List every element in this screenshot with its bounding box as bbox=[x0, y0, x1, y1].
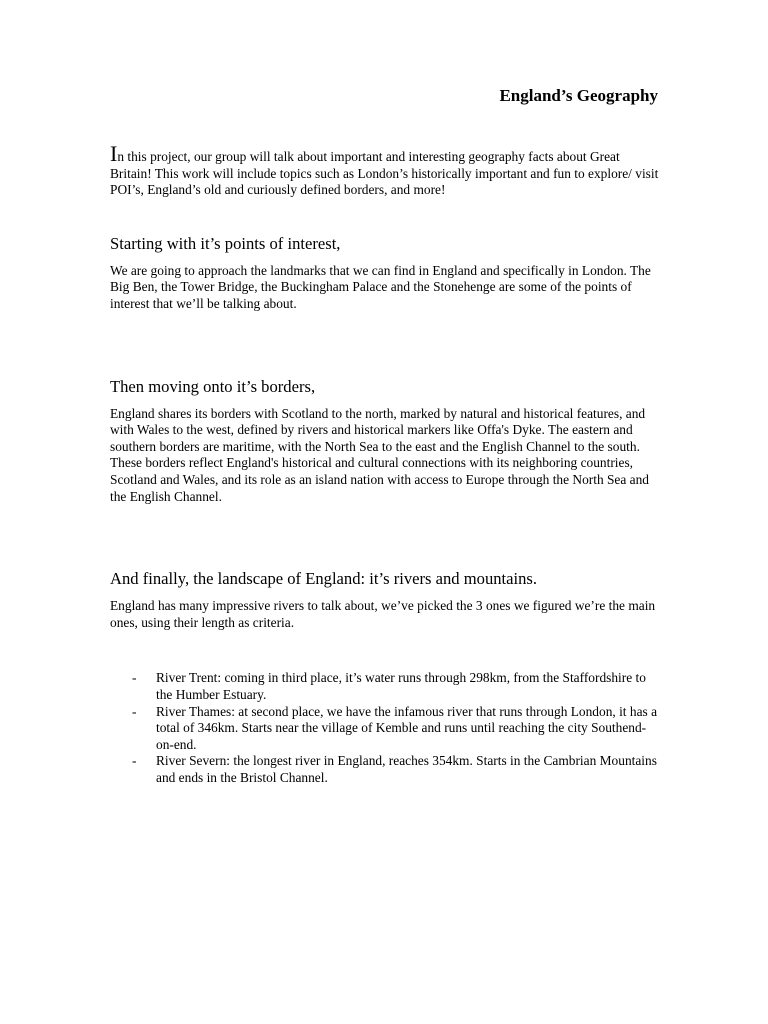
list-item-text: River Thames: at second place, we have the infamous river that runs through London, it has a total of 346km. Starts near the village of Kemble and runs until reaching the city Southend-on-end. bbox=[156, 703, 658, 752]
list-item-river-severn bbox=[110, 753, 660, 786]
list-dash-marker: - bbox=[132, 703, 137, 719]
intro-paragraph bbox=[110, 141, 660, 199]
section-heading-points-of-interest: Starting with it’s points of interest, bbox=[110, 233, 341, 253]
section-heading-borders: Then moving onto it’s borders, bbox=[110, 376, 316, 396]
section-heading-landscape: And finally, the landscape of England: it’s rivers and mountains. bbox=[110, 569, 538, 589]
rivers-list bbox=[110, 670, 660, 786]
document-body bbox=[110, 141, 660, 786]
list-dash-marker: - bbox=[132, 753, 137, 769]
intro-text: n this project, our group will talk about important and interesting geography facts about Great Britain! This work will include topics such as London’s historically important and fun to explore/ visit POI’s, England’s old and curiously defined borders, and more! bbox=[110, 149, 659, 198]
list-item-river-thames bbox=[110, 704, 660, 754]
section-body-borders: England shares its borders with Scotland to the north, marked by natural and historical features, and with Wales to the west, defined by rivers and historical markers like Offa's Dyke. The eastern and southern borders are maritime, with the North Sea to the east and the English Channel to the south. These borders reflect England's historical and cultural connections with its neighboring countries, Scotland and Wales, and its role as an island nation with access to Europe through the North Sea and the English Channel. bbox=[110, 405, 650, 504]
list-item-river-trent bbox=[110, 670, 660, 703]
list-item-text: River Trent: coming in third place, it’s water runs through 298km, from the Staffordshire to the Humber Estuary. bbox=[156, 670, 646, 702]
list-item-text: River Severn: the longest river in England, reaches 354km. Starts in the Cambrian Mountains and ends in the Bristol Channel. bbox=[156, 753, 657, 785]
document-title: England’s Geography bbox=[499, 86, 658, 105]
intro-drop-cap: I bbox=[110, 141, 118, 166]
section-body-points-of-interest: We are going to approach the landmarks that we can find in England and specifically in London. The Big Ben, the Tower Bridge, the Buckingham Palace and the Stonehenge are some of the points of interest that we’ll be talking about. bbox=[110, 262, 651, 311]
section-body-landscape: England has many impressive rivers to talk about, we’ve picked the 3 ones we figured we’re the main ones, using their length as criteria. bbox=[110, 598, 656, 630]
list-dash-marker: - bbox=[132, 670, 137, 686]
